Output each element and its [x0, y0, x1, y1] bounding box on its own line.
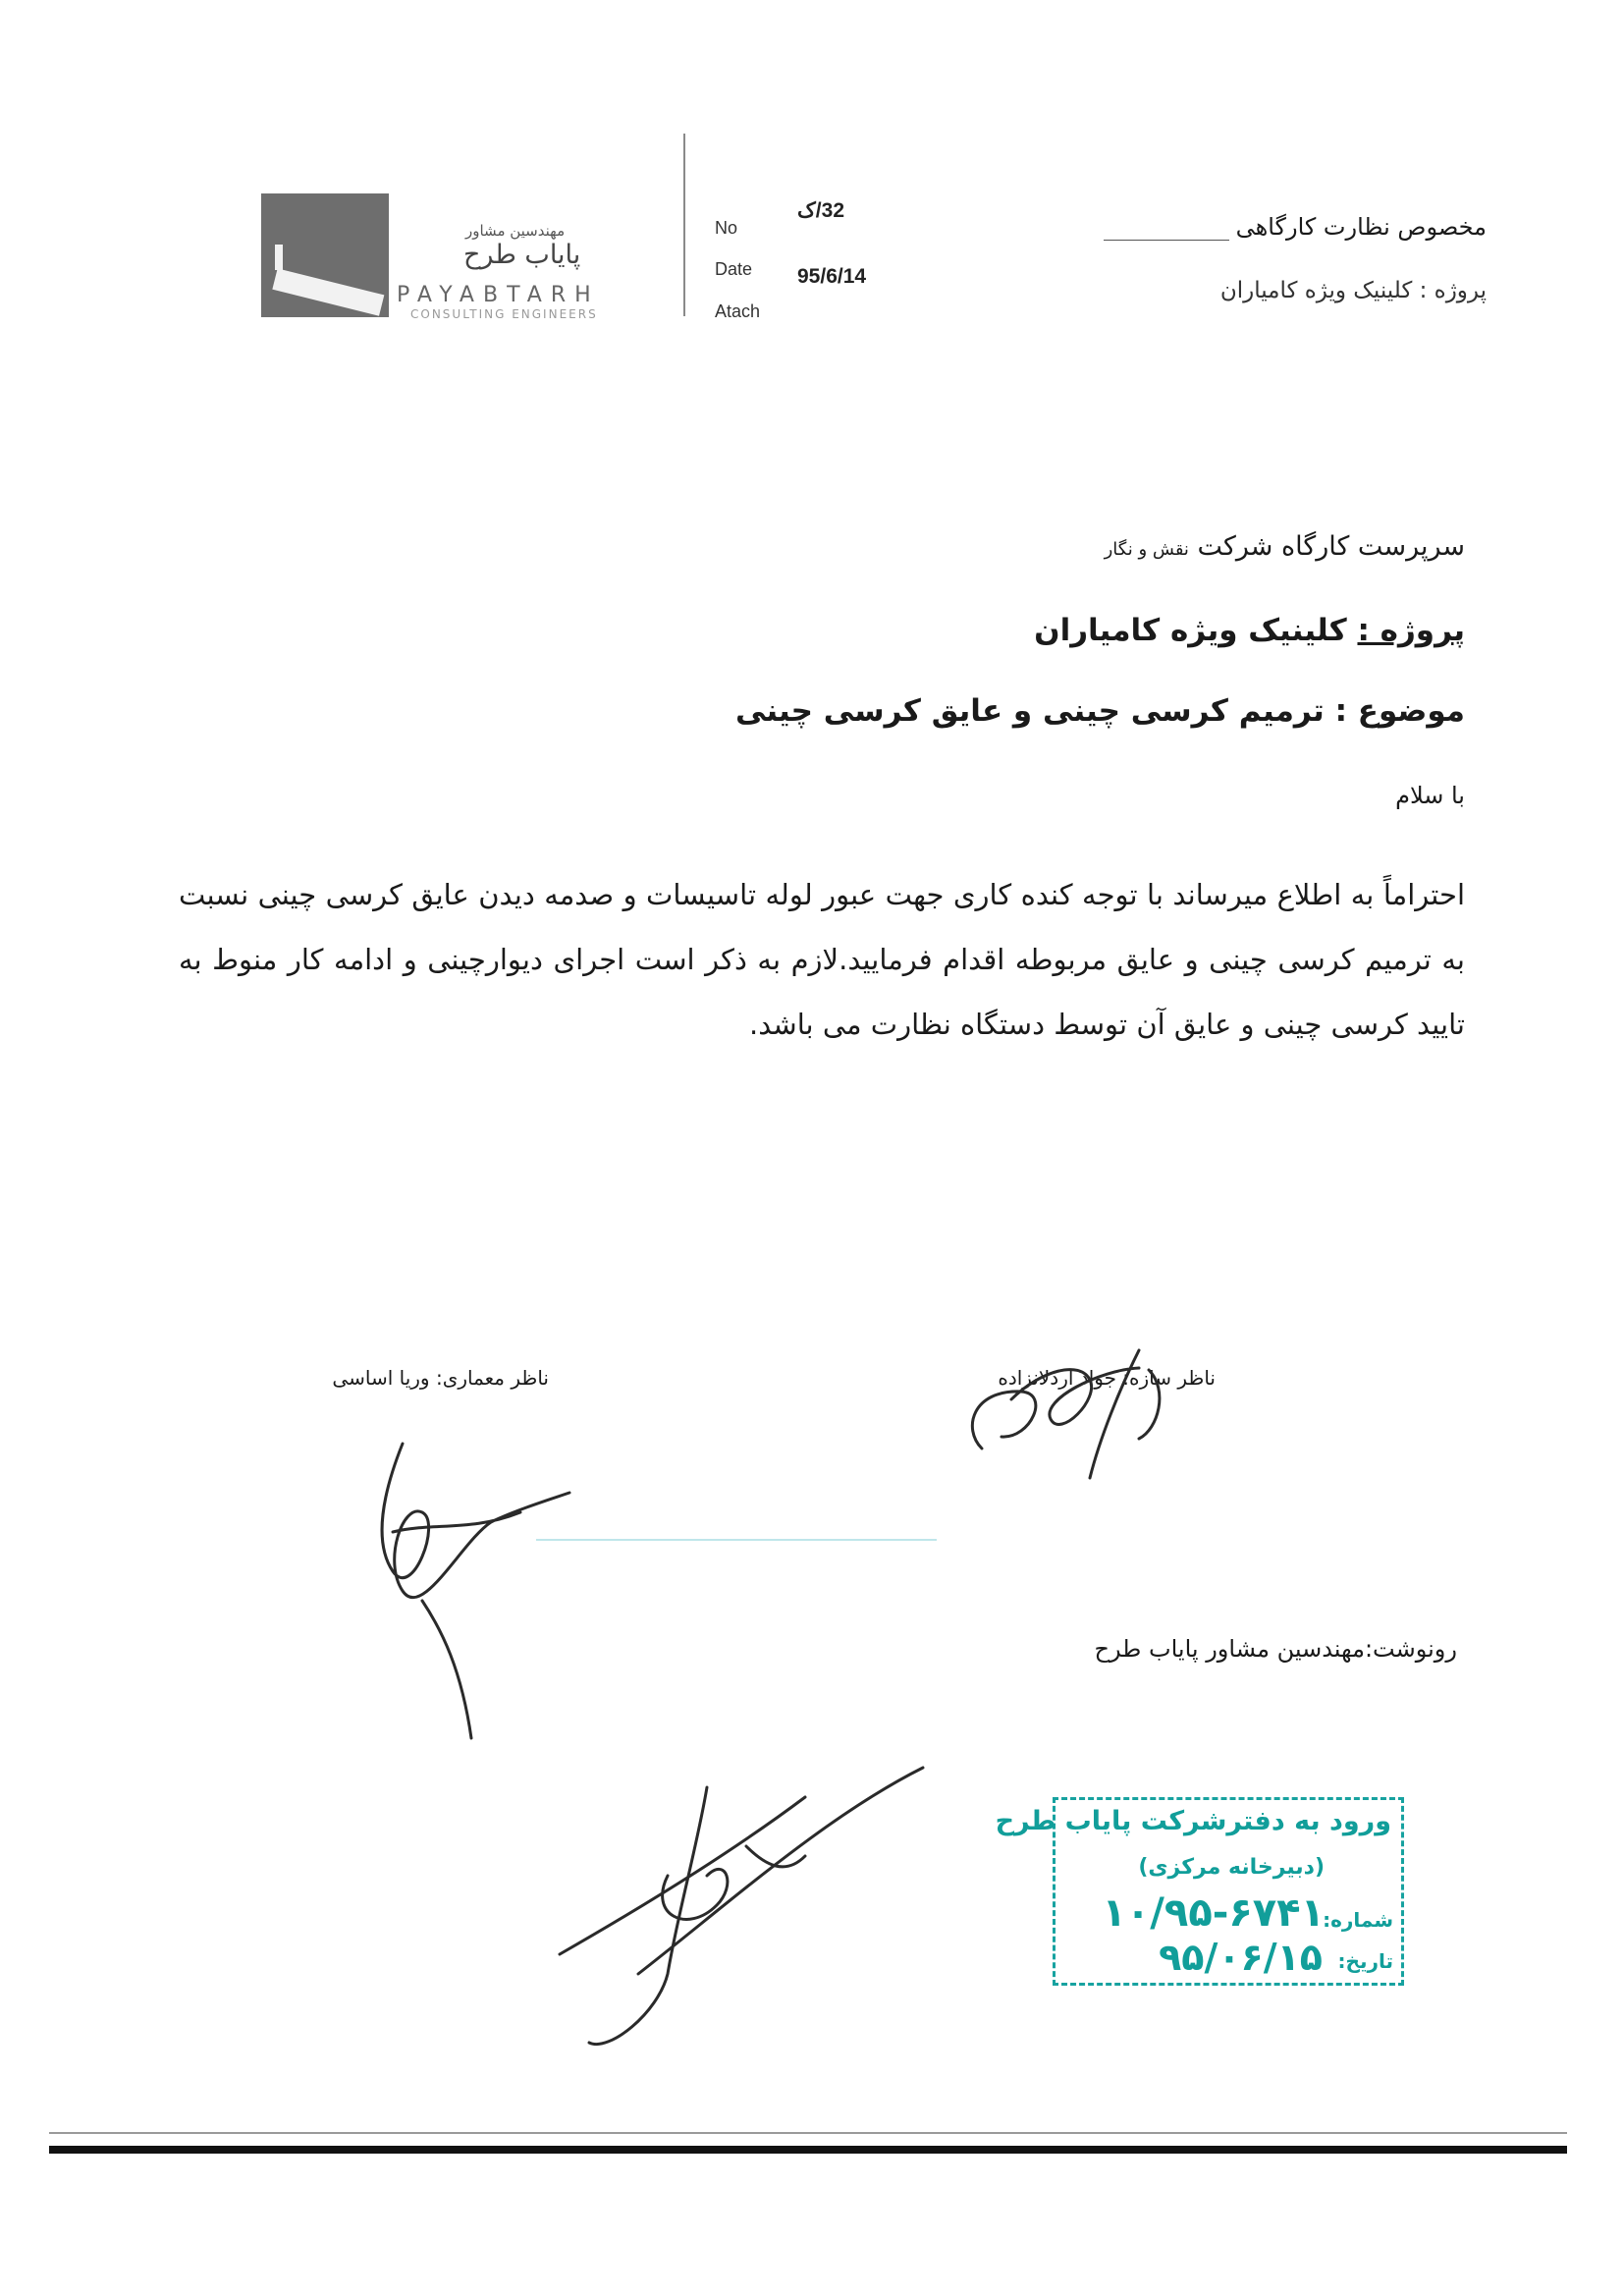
architect-supervisor-label: ناظر معماری: وریا اساسی: [332, 1366, 549, 1390]
stamp-date: ۹۵/۰۶/۱۵: [1159, 1936, 1323, 1979]
attach-label: Atach: [715, 301, 761, 321]
project-name: کلینیک ویژه کامیاران: [1034, 613, 1347, 648]
logo-mark: [261, 193, 389, 317]
logo-name: پایاب طرح: [463, 240, 581, 270]
footer-rule-thin: [49, 2132, 1567, 2134]
stamp-number-label: شماره:: [1323, 1908, 1393, 1932]
date-label: Date: [715, 259, 753, 279]
addressee: [1105, 531, 1465, 562]
confidential-underline: [1104, 240, 1229, 241]
number-label: No: [715, 218, 738, 238]
logo-latin-name: PAYABTARH: [397, 283, 600, 307]
carbon-copy-line: رونوشت:مهندسین مشاور پایاب طرح: [1094, 1635, 1457, 1663]
structural-supervisor-label: ناظر سازه: جواد اردلانزاده: [998, 1366, 1216, 1390]
date-value: 95/6/14: [797, 265, 867, 288]
footer-rule: [49, 2146, 1567, 2154]
stamp-number: ۱۰/۹۵-۶۷۴۱: [1102, 1890, 1325, 1936]
logo-subtitle: CONSULTING ENGINEERS: [410, 307, 598, 321]
stamp-date-label: تاریخ:: [1337, 1949, 1393, 1973]
logo-stroke: [275, 245, 283, 270]
stamp-title: ورود به دفترشرکت پایاب طرح: [995, 1806, 1391, 1836]
office-entry-stamp: [995, 1797, 1404, 1986]
structural-supervisor-signature: [943, 1331, 1218, 1488]
project-label: پروژه :: [1357, 613, 1465, 648]
logo-stroke: [272, 268, 384, 315]
project-line: [1034, 613, 1465, 648]
confidential-heading: مخصوص نظارت کارگاهی: [1235, 213, 1487, 241]
greeting: با سلام: [1395, 782, 1465, 809]
stamp-subtitle: (دبیرخانه مرکزی): [1138, 1855, 1325, 1880]
header-project: پروژه : کلینیک ویژه کامیاران: [1219, 278, 1487, 303]
manager-signature: [550, 1758, 943, 2062]
number-value: 32/ک: [797, 199, 844, 222]
logo-top-line: مهندسین مشاور: [465, 222, 566, 240]
subject-line: موضوع : ترمیم کرسی چینی و عایق کرسی چینی: [734, 693, 1465, 729]
letter-body: احتراماً به اطلاع میرساند با توجه کنده کاری جهت عبور لوله تاسیسات و صدمه دیدن عایق کرسی چینی نسبت به ترمیم کرسی چینی و عایق مربوطه اقدام فرمایید.لازم به ذکر است اجرای دیوارچینی و ادامه کار منوط به تایید کرسی چینی و عایق آن توسط دستگاه نظارت می باشد.: [179, 878, 1465, 1041]
header-divider: [683, 134, 685, 316]
architect-signature: [363, 1434, 599, 1748]
addressee-company: نقش و نگار: [1104, 539, 1189, 560]
addressee-title: سرپرست کارگاه شرکت: [1197, 531, 1465, 562]
signature-rule: [536, 1539, 937, 1541]
